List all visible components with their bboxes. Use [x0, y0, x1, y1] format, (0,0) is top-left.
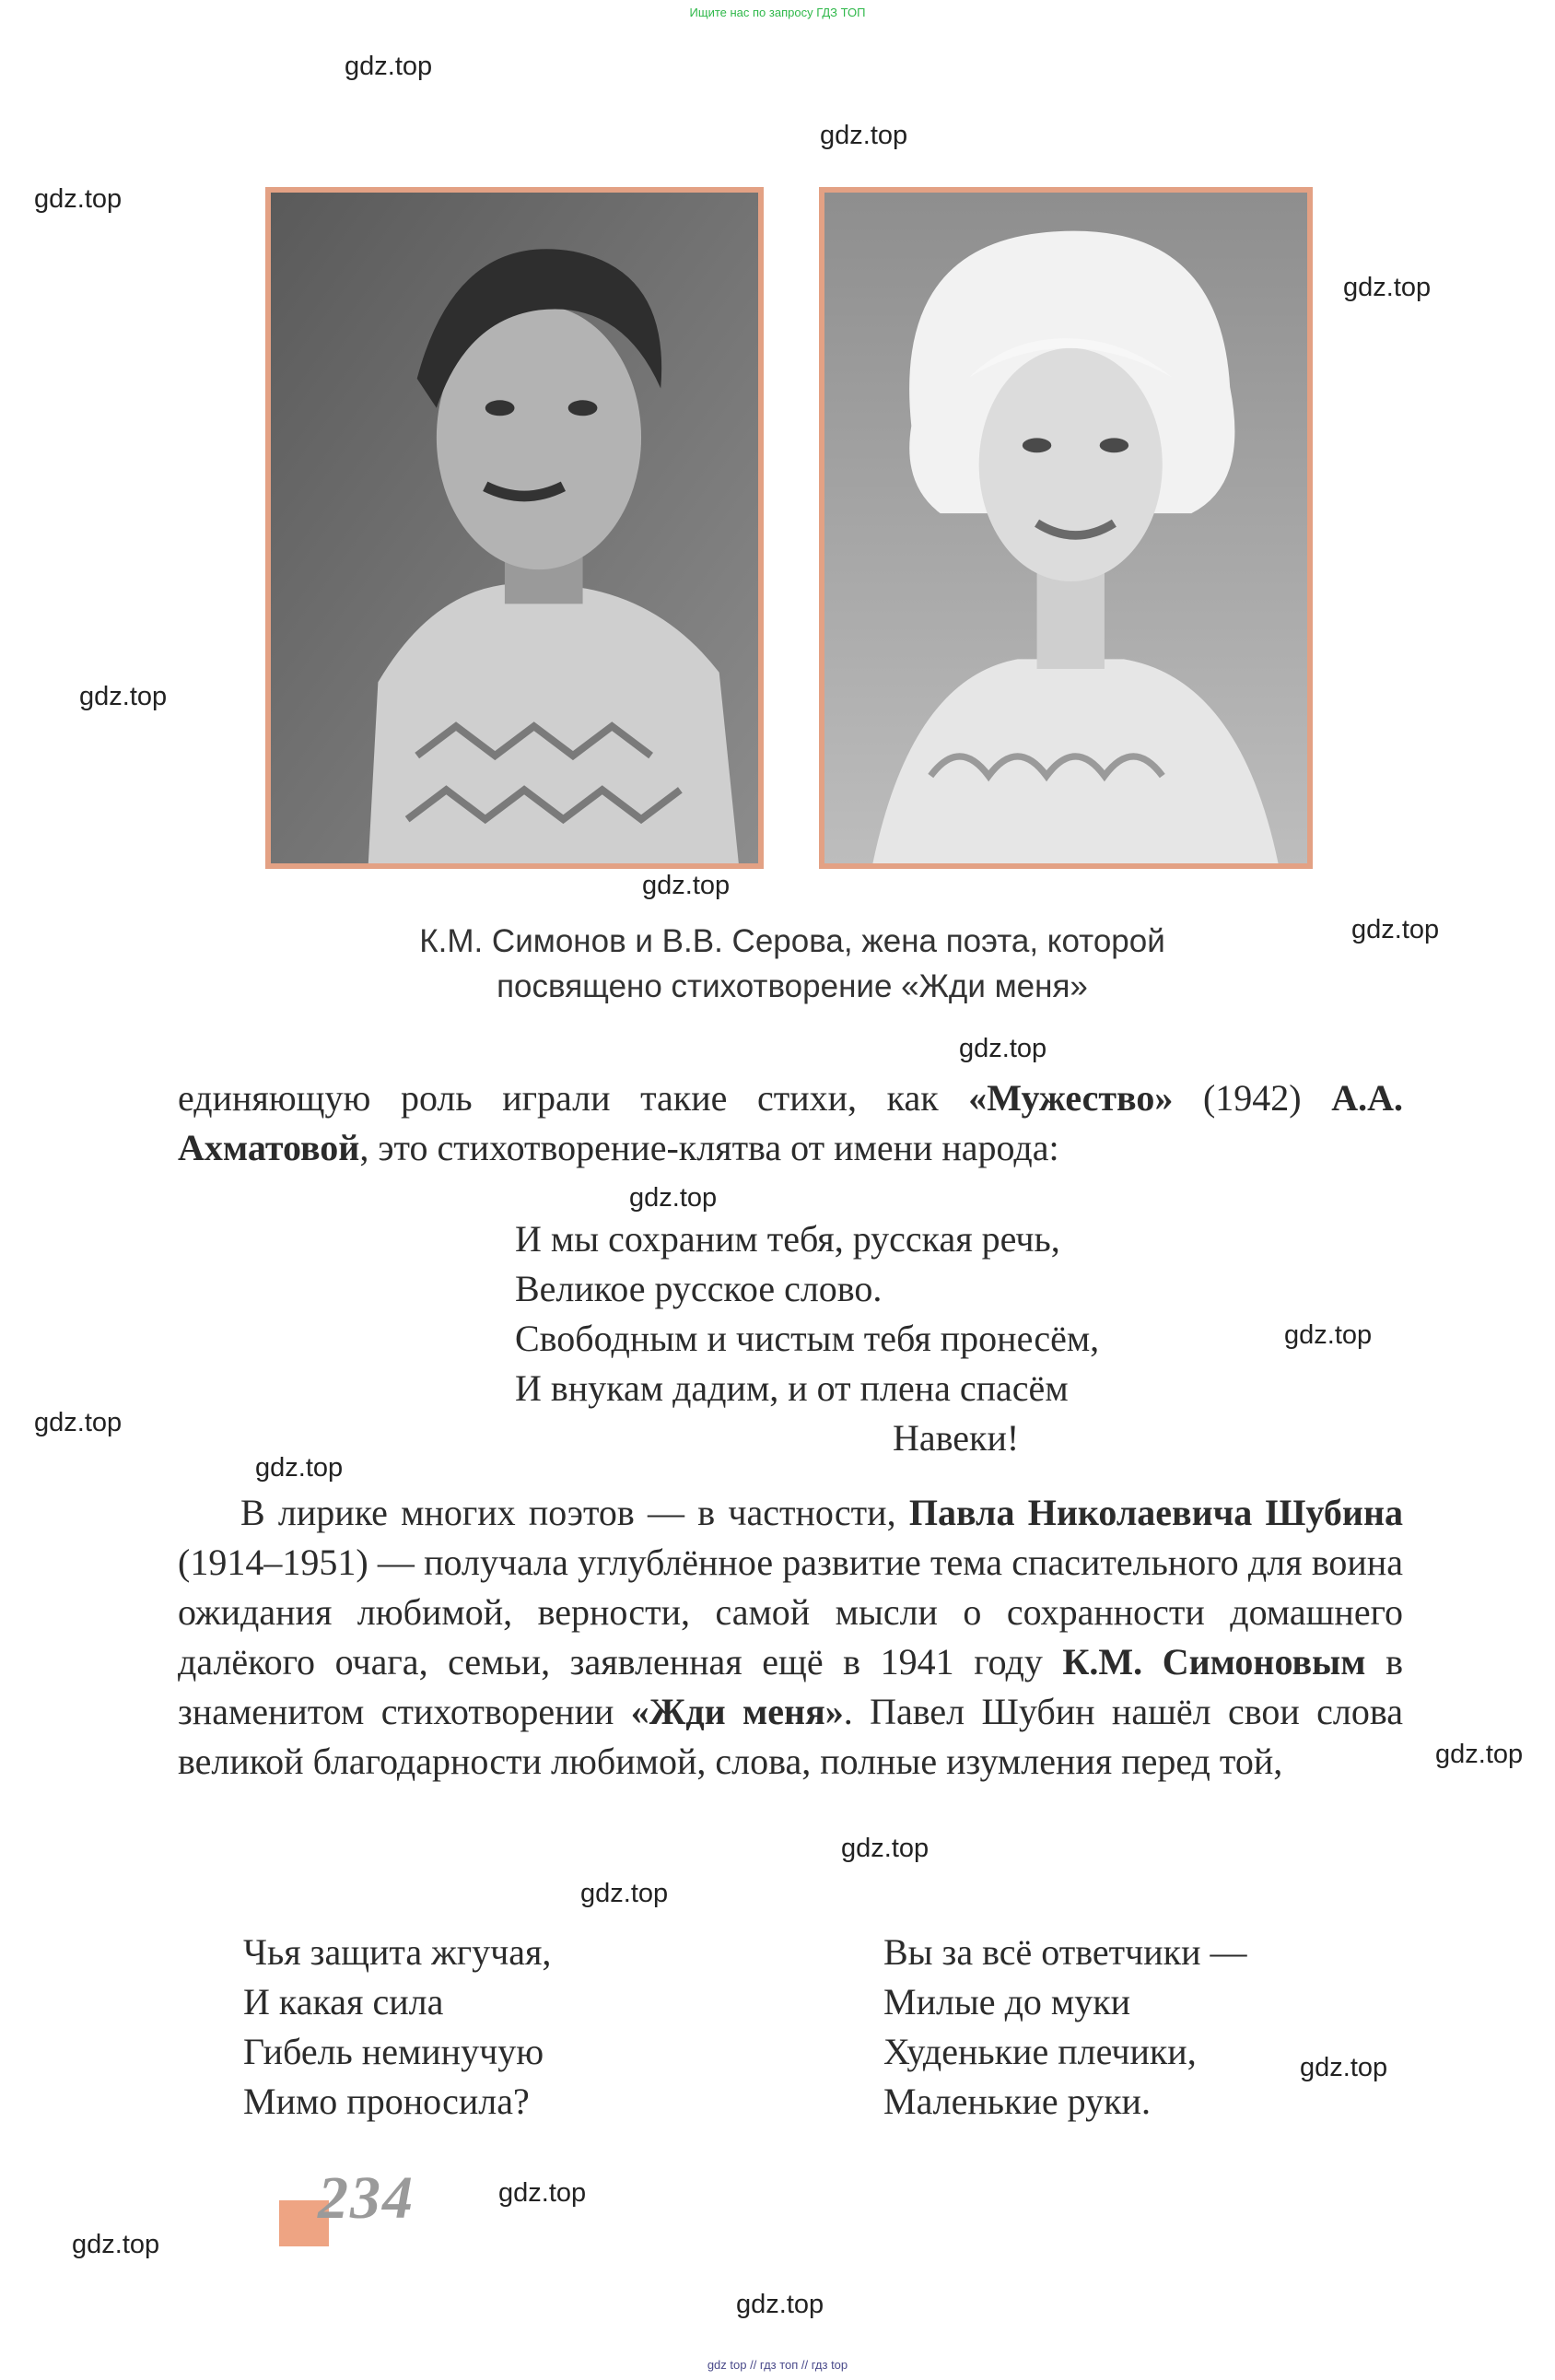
watermark: gdz.top [34, 184, 123, 214]
text-run: (1942) [1173, 1077, 1332, 1119]
verse-line: Чья защита жгучая, [243, 1931, 552, 1973]
watermark: gdz.top [1435, 1740, 1524, 1769]
text-run: В лирике многих поэтов — в частности, [240, 1492, 909, 1533]
verse-2-right [883, 1928, 1246, 2127]
photo-caption [276, 919, 1308, 1009]
watermark: gdz.top [34, 1408, 123, 1437]
watermark: gdz.top [959, 1034, 1047, 1063]
verse-line: Навеки! [893, 1417, 1020, 1459]
watermark: gdz.top [820, 121, 908, 150]
bold-run: Павла Николаевича Шубина [908, 1492, 1403, 1533]
watermark: gdz.top [629, 1183, 718, 1213]
watermark: gdz.top [1300, 2053, 1388, 2082]
bold-run: А.А. Ахматовой [178, 1077, 1403, 1168]
text-run: в знаменитом стихотворении [178, 1641, 1404, 1732]
watermark: gdz.top [841, 1834, 929, 1863]
portrait-photo-left [265, 187, 764, 869]
caption-line: посвящено стихотворение «Жди меня» [497, 968, 1088, 1004]
watermark: gdz.top [345, 52, 433, 81]
verse-line: Худенькие плечики, [883, 2031, 1197, 2072]
bottom-banner: gdz top // гдз топ // гдз top [707, 2358, 848, 2372]
text-run: , это стихотворение-клятва от имени народа: [359, 1127, 1059, 1168]
verse-line: Милые до муки [883, 1981, 1131, 2022]
caption-line: К.М. Симонов и В.В. Серова, жена поэта, которой [419, 923, 1165, 959]
watermark: gdz.top [72, 2230, 160, 2259]
verse-1 [515, 1214, 1099, 1463]
bold-run: «Жди меня» [630, 1691, 844, 1732]
text-run: . Павел Шубин нашёл свои слова великой благодарности любимой, слова, полные изумления перед той, [178, 1691, 1403, 1782]
top-banner: Ищите нас по запросу ГДЗ ТОП [689, 6, 866, 19]
watermark: gdz.top [1343, 273, 1432, 302]
verse-line: Свободным и чистым тебя пронесём, [515, 1318, 1100, 1359]
paragraph-1 [178, 1073, 1403, 1173]
page-number: 234 [318, 2164, 415, 2232]
text-run: (1914–1951) — получала углублённое развитие тема спасительного для воина ожидания любимой, верности, самой мысли о сохранности домашнего далёкого очага, семьи, заявленная ещё в 1941 году [178, 1542, 1403, 1682]
watermark: gdz.top [1351, 915, 1440, 944]
bold-run: К.М. Симоновым [1062, 1641, 1366, 1682]
verse-line: И какая сила [243, 1981, 444, 2022]
watermark: gdz.top [580, 1879, 669, 1908]
watermark: gdz.top [79, 682, 168, 711]
paragraph-2 [178, 1488, 1403, 1787]
watermark: gdz.top [1284, 1320, 1373, 1350]
verse-line: Великое русское слово. [515, 1268, 883, 1309]
watermark: gdz.top [255, 1453, 344, 1483]
verse-line: Гибель неминучую [243, 2031, 544, 2072]
bold-run: «Мужество» [968, 1077, 1174, 1119]
watermark: gdz.top [498, 2178, 587, 2208]
verse-line: И внукам дадим, и от плена спасём [515, 1367, 1069, 1409]
text-run: единяющую роль играли такие стихи, как [178, 1077, 969, 1119]
watermark: gdz.top [736, 2290, 824, 2319]
watermark: gdz.top [642, 871, 731, 900]
portrait-photo-right [819, 187, 1313, 869]
verse-2-left [243, 1928, 551, 2127]
verse-line: Вы за всё ответчики — [883, 1931, 1247, 1973]
verse-line: Мимо проносила? [243, 2081, 530, 2122]
verse-line: Маленькие руки. [883, 2081, 1151, 2122]
verse-line: И мы сохраним тебя, русская речь, [515, 1218, 1060, 1260]
